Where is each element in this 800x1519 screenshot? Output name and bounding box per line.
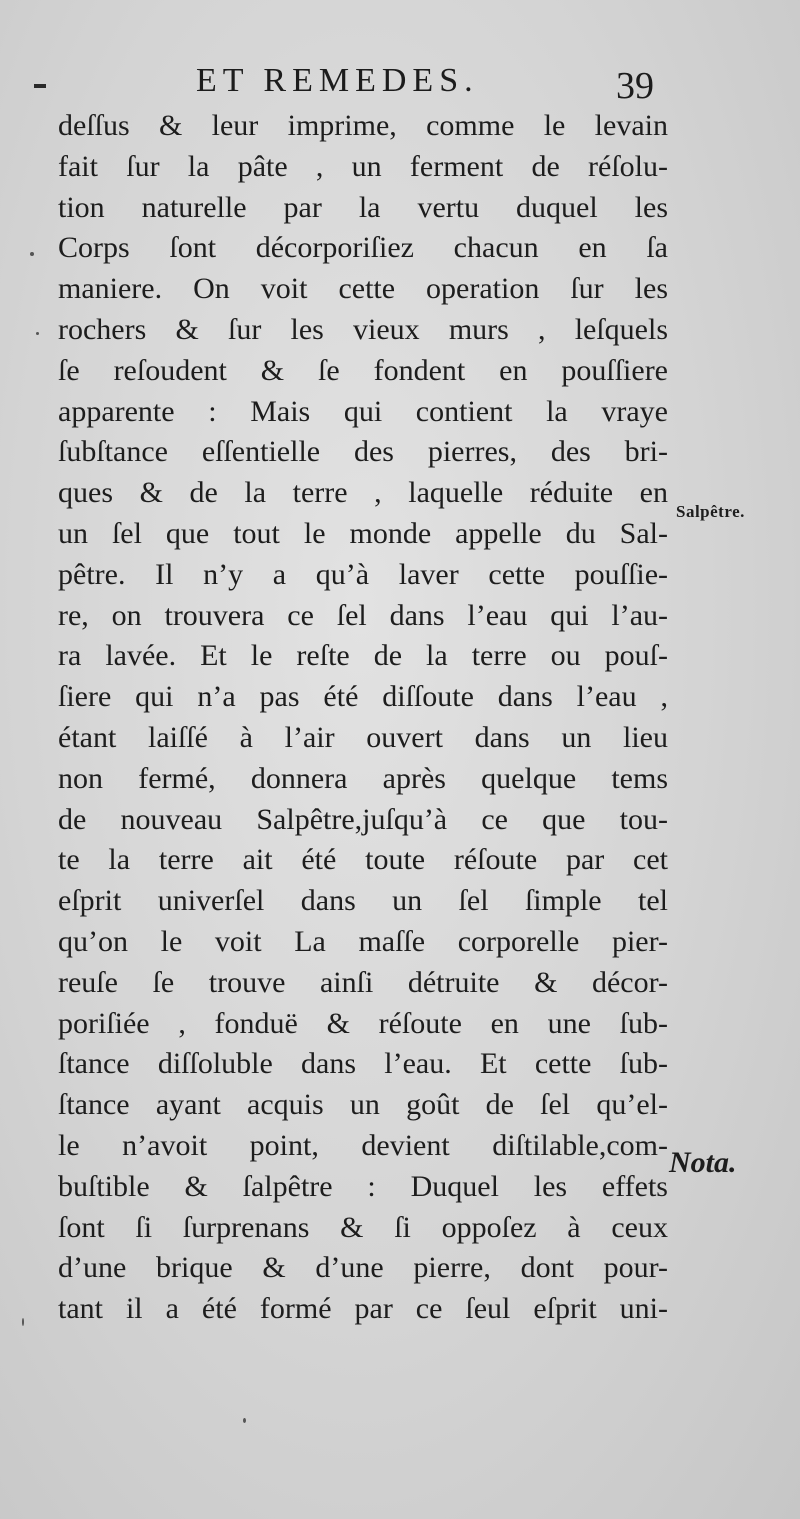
- text-line: reuſe ſe trouve ainſi détruite & décor-: [58, 965, 668, 999]
- text-line: qu’on le voit La maſſe corporelle pier-: [58, 924, 668, 958]
- running-title: ET REMEDES.: [196, 62, 479, 99]
- text-line: ques & de la terre , laquelle réduite en: [58, 476, 668, 510]
- text-line: eſprit univerſel dans un ſel ſimple tel: [58, 884, 668, 918]
- text-line: ſont ſi ſurprenans & ſi oppoſez à ceux: [58, 1210, 668, 1244]
- ink-speck: [22, 1318, 24, 1326]
- margin-note-nota: Nota.: [669, 1146, 737, 1179]
- text-line: étant laiſſé à l’air ouvert dans un lieu: [58, 720, 668, 754]
- body-text: [58, 106, 668, 1330]
- text-line: ſiere qui n’a pas été diſſoute dans l’eau ,: [58, 680, 668, 714]
- text-line: tion naturelle par la vertu duquel les: [58, 190, 668, 224]
- text-line: ſe reſoudent & ſe fondent en pouſſiere: [58, 353, 668, 387]
- text-line: d’une brique & d’une pierre, dont pour-: [58, 1251, 668, 1285]
- text-line: maniere. On voit cette operation ſur les: [58, 272, 668, 306]
- text-line: de nouveau Salpêtre,juſqu’à ce que tou-: [58, 802, 668, 836]
- text-line: un ſel que tout le monde appelle du Sal-: [58, 516, 668, 550]
- text-line: re, on trouvera ce ſel dans l’eau qui l’au-: [58, 598, 668, 632]
- text-line: ſtance diſſoluble dans l’eau. Et cette ſub-: [58, 1047, 668, 1081]
- text-line: rochers & ſur les vieux murs , leſquels: [58, 312, 668, 346]
- ink-speck: [243, 1418, 246, 1423]
- ink-speck: [30, 252, 34, 256]
- text-line: ſubſtance eſſentielle des pierres, des bri-: [58, 435, 668, 469]
- text-line: te la terre ait été toute réſoute par cet: [58, 843, 668, 877]
- page-number: 39: [616, 65, 654, 107]
- text-line: poriſiée , fonduë & réſoute en une ſub-: [58, 1006, 668, 1040]
- text-line: fait ſur la pâte , un ferment de réſolu-: [58, 149, 668, 183]
- text-line: ra lavée. Et le reſte de la terre ou pouſ-: [58, 639, 668, 673]
- text-line: le n’avoit point, devient diſtilable,com-: [58, 1128, 668, 1162]
- text-line: non fermé, donnera après quelque tems: [58, 761, 668, 795]
- text-line: ſtance ayant acquis un goût de ſel qu’el-: [58, 1088, 668, 1122]
- margin-note-salpetre: Salpêtre.: [676, 502, 745, 521]
- ink-speck: [36, 332, 39, 335]
- text-line: Corps ſont décorporiſiez chacun en ſa: [58, 231, 668, 265]
- text-line: pêtre. Il n’y a qu’à laver cette pouſſie-: [58, 557, 668, 591]
- running-header: [0, 62, 800, 106]
- text-line: buſtible & ſalpêtre : Duquel les effets: [58, 1169, 668, 1203]
- text-line: tant il a été formé par ce ſeul eſprit uni-: [58, 1292, 668, 1326]
- text-line: deſſus & leur imprime, comme le levain: [58, 109, 668, 142]
- header-dash-mark: [34, 84, 46, 88]
- text-line: apparente : Mais qui contient la vraye: [58, 394, 668, 428]
